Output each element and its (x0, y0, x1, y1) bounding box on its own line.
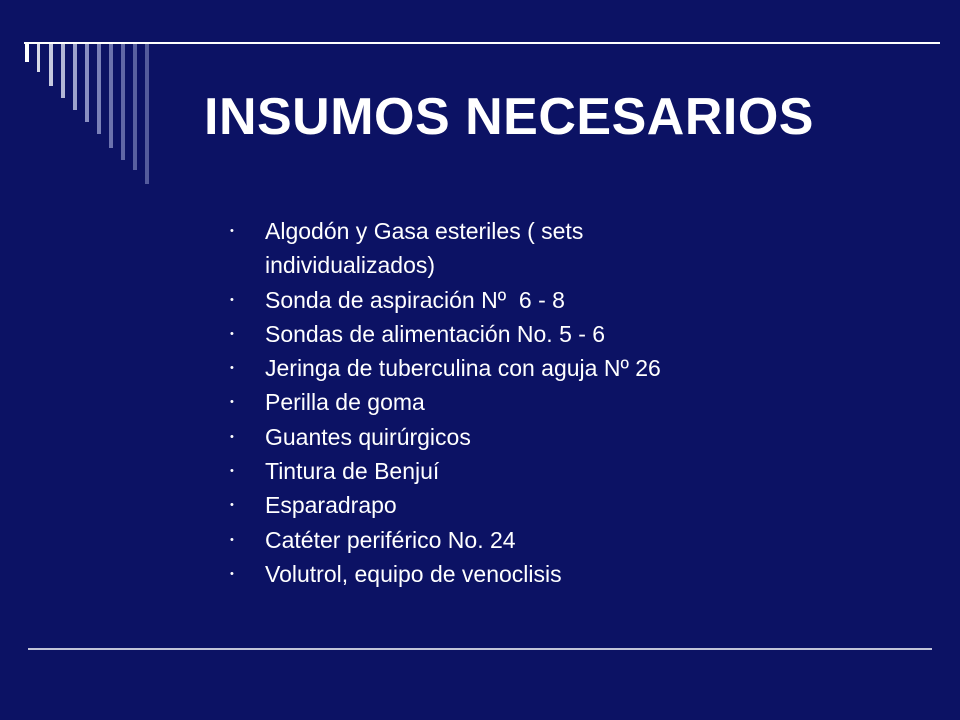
list-item (230, 214, 930, 283)
slide-title: INSUMOS NECESARIOS (204, 88, 814, 146)
stair-bar (97, 44, 101, 134)
bullet-icon: • (230, 362, 234, 375)
bullet-icon: • (230, 396, 234, 409)
list-item-text: Catéter periférico No. 24 (265, 526, 516, 553)
list-item-text: Guantes quirúrgicos (265, 423, 471, 450)
list-item-text: Sondas de alimentación No. 5 - 6 (265, 320, 606, 347)
list-item-text: Perilla de goma (265, 389, 425, 416)
list-item (230, 351, 930, 385)
list-item (230, 557, 930, 591)
stair-bar (61, 44, 65, 98)
stair-bar (25, 44, 29, 62)
list-item (230, 283, 930, 317)
stair-bars-decoration (25, 44, 149, 184)
list-item-text: Volutrol, equipo de venoclisis (265, 560, 562, 587)
list-item-text: Esparadrapo (265, 492, 397, 519)
list-item-text: Jeringa de tuberculina con aguja Nº 26 (265, 355, 661, 382)
list-item-text: Algodón y Gasa esteriles ( sets individualizados) (265, 218, 584, 279)
bullet-icon: • (230, 465, 234, 478)
bullet-icon: • (230, 430, 234, 443)
bullet-list (230, 214, 930, 591)
list-item (230, 454, 930, 488)
stair-bar (73, 44, 77, 110)
list-item (230, 488, 930, 522)
stair-bar (121, 44, 125, 160)
bullet-icon: • (230, 567, 234, 580)
stair-bar (49, 44, 53, 86)
list-item (230, 385, 930, 419)
list-item-text: Sonda de aspiración Nº 6 - 8 (265, 286, 565, 313)
list-item (230, 317, 930, 351)
bullet-icon: • (230, 225, 234, 237)
list-item-text: Tintura de Benjuí (265, 458, 440, 485)
list-item (230, 523, 930, 557)
stair-bar (85, 44, 89, 122)
list-item (230, 420, 930, 454)
bullet-icon: • (230, 533, 234, 546)
bullet-icon: • (230, 499, 234, 512)
stair-bar (37, 44, 40, 72)
stair-bar (109, 44, 113, 148)
stair-bar (145, 44, 149, 184)
bullet-icon: • (230, 293, 234, 306)
stair-bar (133, 44, 137, 170)
bullet-icon: • (230, 327, 234, 340)
